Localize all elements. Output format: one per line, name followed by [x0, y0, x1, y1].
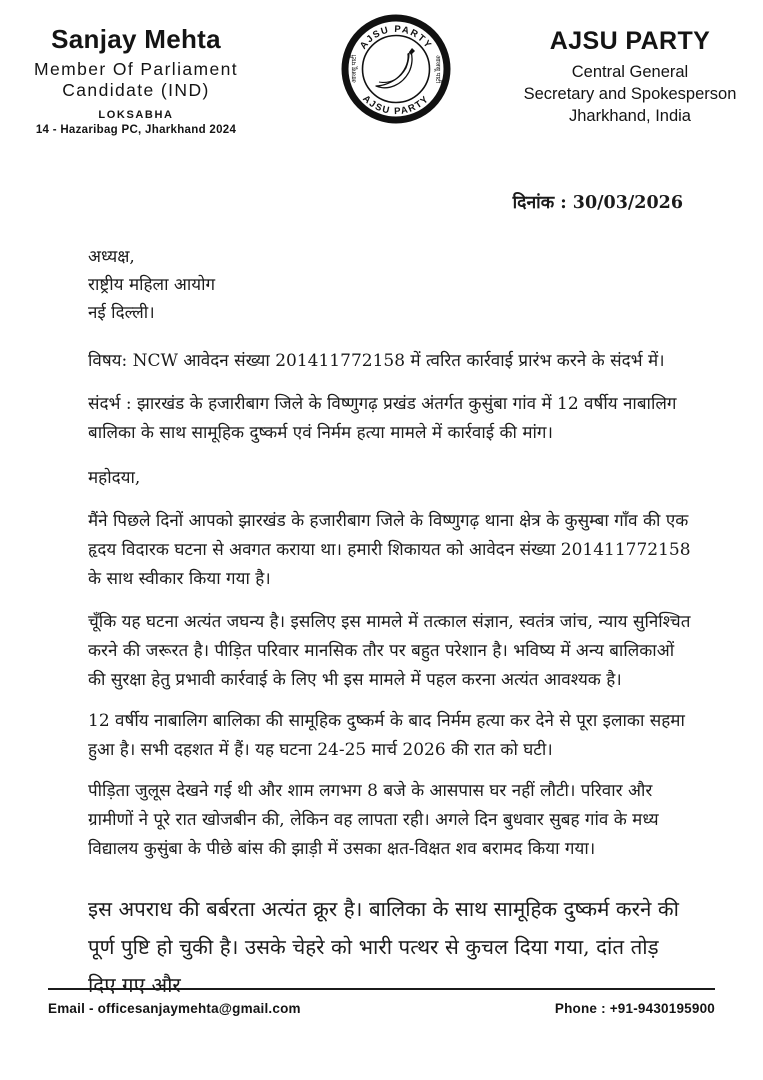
party-role-line3: Jharkhand, India [568, 107, 691, 125]
recipient-line: अध्यक्ष, [88, 247, 135, 267]
party-logo-svg [341, 14, 451, 124]
sender-block [2, 24, 270, 136]
letter-paragraph: पीड़िता जुलूस देखने गई थी और शाम लगभग 8 बजे के आसपास घर नहीं लौटी। परिवार और ग्रामीणों ने पूरे रात खोजबीन की, लेकिन वह लापता रही। अगले दिन बुधवार सुबह गांव के मध्य विद्यालय कुसुंबा के पीछे बांस की झाड़ी में उसका क्षत-विक्षत शव बरामद किया गया। [88, 781, 659, 859]
sender-constituency: 14 - Hazaribag PC, Jharkhand 2024 [35, 124, 237, 136]
letterhead-footer [48, 988, 715, 1016]
letter-paragraph: इस अपराध की बर्बरता अत्यंत क्रूर है। बालिका के साथ सामूहिक दुष्कर्म करने की पूर्ण पुष्टि हो चुकी है। उसके चेहरे को भारी पत्थर से कुचल दिया गया, दांत तोड़ दिए गए और [88, 897, 679, 997]
letter-body [88, 243, 692, 1004]
sender-name: Sanjay Mehta [51, 24, 221, 54]
sender-house: LOKSABHA [98, 109, 174, 121]
stamp-left-text: आजसू पार्टी [351, 54, 358, 84]
sender-role-line2: Candidate (IND) [62, 80, 210, 100]
party-name: AJSU PARTY [549, 27, 711, 55]
stamp-right-text: आजसू पार्टी [434, 54, 441, 84]
subject-line: विषय: NCW आवेदन संख्या 201411772158 में त्वरित कार्रवाई प्रारंभ करने के संदर्भ में। [88, 351, 665, 371]
party-block [518, 27, 742, 127]
party-logo-stamp [341, 14, 451, 124]
sender-role-line1: Member Of Parliament [33, 59, 239, 79]
party-role-line2: Secretary and Spokesperson [523, 85, 737, 103]
recipient-block [88, 243, 692, 327]
salutation: महोदया, [88, 468, 141, 488]
stamp-top-text: AJSU PARTY [357, 23, 435, 52]
letter-date: दिनांक : 30/03/2026 [512, 193, 683, 213]
recipient-line: राष्ट्रीय महिला आयोग [88, 275, 216, 295]
letter-paragraph: 12 वर्षीय नाबालिग बालिका की सामूहिक दुष्कर्म के बाद निर्मम हत्या कर देने से पूरा इलाका सहमा हुआ है। सभी दहशत में हैं। यह घटना 24-25 मार्च 2026 की रात को घटी। [88, 711, 685, 760]
footer-phone: Phone : +91-9430195900 [554, 1001, 715, 1016]
letter-paragraph: मैंने पिछले दिनों आपको झारखंड के हजारीबाग जिले के विष्णुगढ़ थाना क्षेत्र के कुसुम्बा गाँव की एक हृदय विदारक घटना से अवगत कराया था। हमारी शिकायत को आवेदन संख्या 201411772158 के साथ स्वीकार किया गया है। [88, 511, 691, 589]
sender-role [2, 59, 270, 101]
reference-line: संदर्भ : झारखंड के हजारीबाग जिले के विष्णुगढ़ प्रखंड अंतर्गत कुसुंबा गांव में 12 वर्षीय नाबालिग बालिका के साथ सामूहिक दुष्कर्म एवं निर्मम हत्या मामले में कार्रवाई की मांग। [88, 394, 677, 443]
party-role-line1: Central General [571, 63, 689, 81]
recipient-line: नई दिल्ली। [88, 303, 155, 323]
footer-email: Email - officesanjaymehta@gmail.com [48, 1001, 301, 1016]
party-role [518, 61, 742, 127]
letter-paragraph: चूँकि यह घटना अत्यंत जघन्य है। इसलिए इस मामले में तत्काल संज्ञान, स्वतंत्र जांच, न्याय सुनिश्चित करने की जरूरत है। पीड़ित परिवार मानसिक तौर पर बहुत परेशान है। भविष्य में अन्य बालिकाओं की सुरक्षा हेतु प्रभावी कार्रवाई के लिए भी इस मामले में पहल करना अत्यंत आवश्यक है। [88, 612, 691, 690]
stamp-bottom-text: AJSU PARTY [360, 93, 432, 118]
